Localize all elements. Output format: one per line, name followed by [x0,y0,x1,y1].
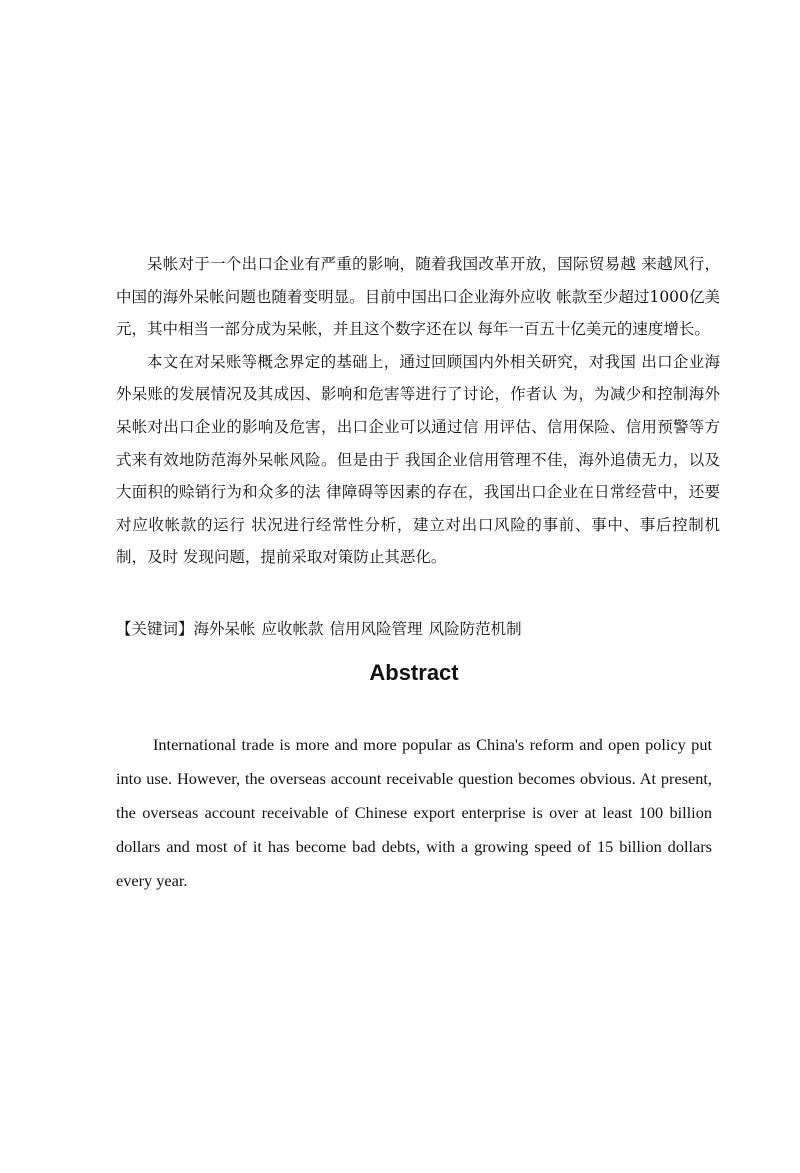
english-abstract-paragraph: International trade is more and more popular as China's reform and open policy put into use. However, the overseas account receivable question becomes obvious. At present, the overseas account receivable of Chinese export enterprise is over at least 100 billion dollars and most of it has become bad debts, with a growing speed of 15 billion dollars every year. [116,735,712,890]
keywords-label: 【关键词】 [116,620,194,638]
chinese-abstract [116,248,720,574]
chinese-abstract-paragraph-1: 呆帐对于一个出口企业有严重的影响，随着我国改革开放，国际贸易越 来越风行，中国的海外呆帐问题也随着变明显。目前中国出口企业海外应收 帐款至少超过1000亿美元，其中相当一部分成为呆帐，并且这个数字还在以 每年一百五十亿美元的速度增长。 [116,255,720,339]
keyword-item: 海外呆帐 [193,620,256,638]
keyword-item: 信用风险管理 [329,620,423,638]
abstract-heading: Abstract [369,660,459,685]
keyword-item: 风险防范机制 [428,620,522,638]
keywords-line [116,617,720,641]
chinese-abstract-paragraph-2: 本文在对呆账等概念界定的基础上，通过回顾国内外相关研究，对我国 出口企业海外呆账的发展情况及其成因、影响和危害等进行了讨论，作者认 为，为减少和控制海外呆帐对出口企业的影响及危害，出口企业可以通过信 用评估、信用保险、信用预警等方式来有效地防范海外呆帐风险。但是由于 我国企业信用管理不佳，海外追债无力，以及大面积的赊销行为和众多的法 律障碍等因素的存在，我国出口企业在日常经营中，还要对应收帐款的运行 状况进行经常性分析，建立对出口风险的事前、事中、事后控制机制，及时 发现问题，提前采取对策防止其恶化。 [116,352,720,567]
english-abstract [116,728,712,898]
keyword-item: 应收帐款 [261,620,324,638]
